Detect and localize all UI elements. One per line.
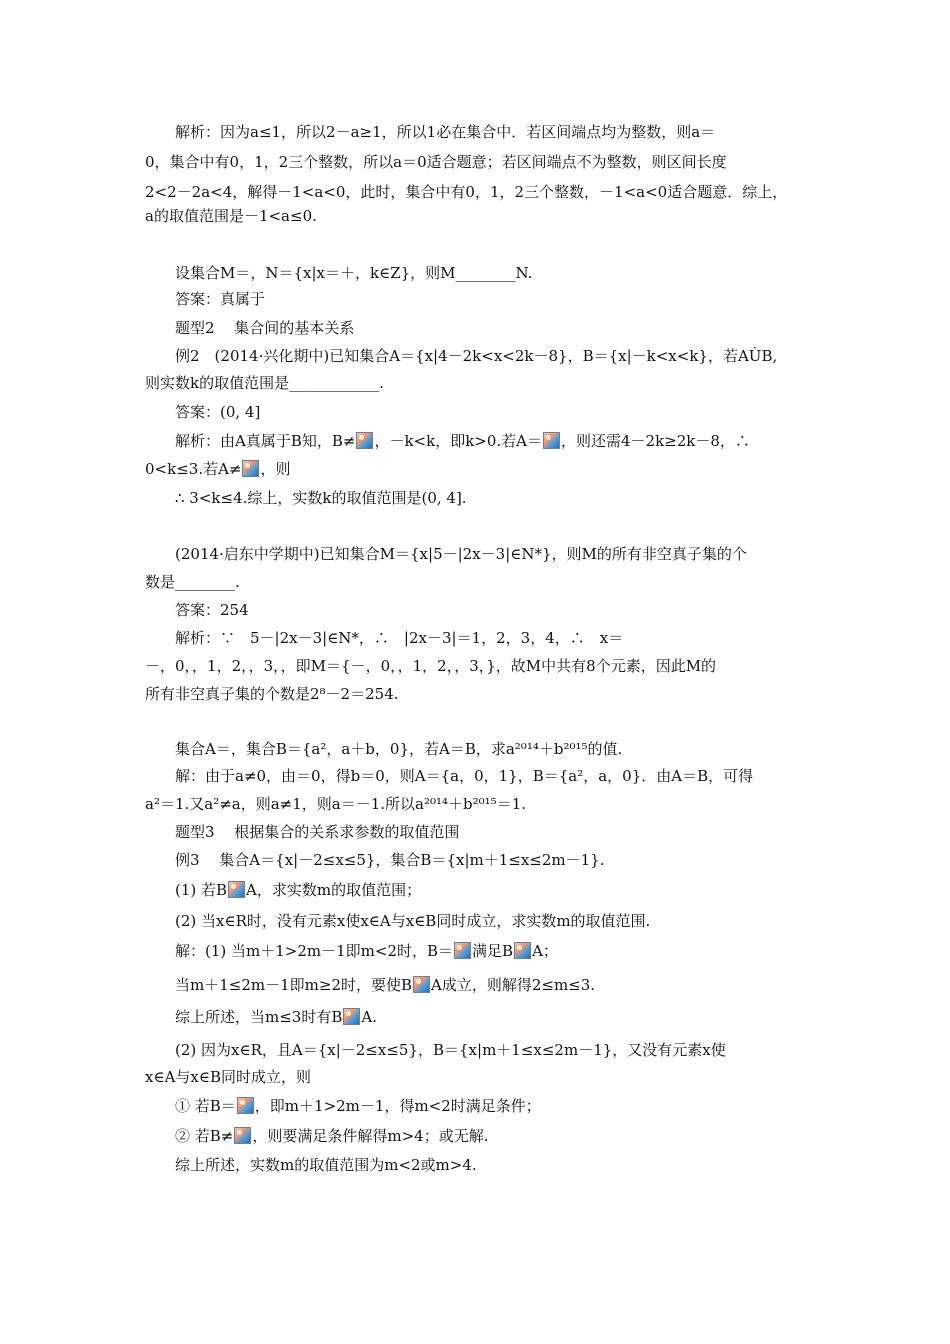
empty-set-image-icon	[242, 460, 259, 477]
text-line: (2) 因为x∈R，且A＝{x|－2≤x≤5}，B＝{x|m＋1≤x≤2m－1}，又没有元素x使	[175, 1041, 726, 1059]
question-line: 集合A＝，集合B＝{a²，a＋b，0}，若A＝B，求a²⁰¹⁴＋b²⁰¹⁵的值.	[175, 740, 623, 758]
section-heading: 题型3 根据集合的关系求参数的取值范围	[175, 823, 460, 841]
text-segment: A成立，则解得2≤m≤3.	[431, 976, 596, 994]
text-segment: ① 若B＝	[175, 1097, 236, 1115]
text-segment: ，则还需4－2k≥2k－8，∴	[561, 432, 750, 450]
text-line	[145, 459, 810, 479]
text-line: 解析：∵ 5－|2x－3|∈N*，∴ |2x－3|＝1，2，3，4，∴ x＝	[175, 629, 624, 647]
empty-set-image-icon	[543, 432, 560, 449]
empty-set-image-icon	[454, 942, 471, 959]
text-segment: 综上所述，当m≤3时有B	[175, 1008, 343, 1026]
section-heading: 题型2 集合间的基本关系	[175, 319, 355, 337]
empty-set-image-icon	[234, 1127, 251, 1144]
text-segment: (1) 若B	[175, 881, 228, 899]
text-line: 0，集合中有0，1，2三个整数，所以a＝0适合题意；若区间端点不为整数，则区间长度	[145, 153, 727, 171]
text-line: 解析：因为a≤1，所以2－a≥1，所以1必在集合中．若区间端点均为整数，则a＝	[175, 123, 716, 141]
text-line: 2<2－2a<4，解得－1<a<0，此时，集合中有0，1，2三个整数，－1<a<0适合题意．综上，	[145, 183, 788, 201]
subset-symbol-image-icon	[228, 881, 245, 898]
text-segment: ，则	[260, 460, 291, 478]
text-line: －，0，，1，2，，3，，即M＝{－，0，，1，2，，3，}，故M中共有8个元素，因此M的	[145, 657, 717, 675]
text-segment: 解析：由A真属于B知，B≠	[175, 432, 356, 450]
question-line: 设集合M＝，N＝{x|x＝＋，k∈Z}，则M________N.	[175, 264, 533, 282]
text-line	[175, 1126, 840, 1146]
text-segment: 当m＋1≤2m－1即m≥2时，要使B	[175, 976, 413, 994]
answer-line: 答案：(0, 4]	[175, 403, 261, 421]
question-line: (2014·启东中学期中)已知集合M＝{x|5－|2x－3|∈N*}，则M的所有非空真子集的个	[175, 545, 747, 563]
empty-set-image-icon	[237, 1097, 254, 1114]
text-segment: A；	[532, 942, 558, 960]
subset-symbol-image-icon	[343, 1008, 360, 1025]
example-line: 例3 集合A＝{x|－2≤x≤5}，集合B＝{x|m＋1≤x≤2m－1}.	[175, 851, 605, 869]
text-line: 所有非空真子集的个数是2⁸－2＝254.	[145, 685, 399, 703]
text-segment: A.	[361, 1008, 377, 1026]
text-segment: ，即m＋1>2m－1，得m<2时满足条件；	[254, 1097, 541, 1115]
text-segment: A，求实数m的取值范围；	[246, 881, 422, 899]
example-line: 例2 (2014·兴化期中)已知集合A＝{x|4－2k<x<2k－8}，B＝{x|－k<x<k}，若AÙB,	[175, 347, 778, 365]
text-segment: ，则要满足条件解得m>4；或无解.	[252, 1127, 489, 1145]
empty-set-image-icon	[356, 432, 373, 449]
text-line: (2) 当x∈R时，没有元素x使x∈A与x∈B同时成立，求实数m的取值范围.	[175, 912, 651, 930]
text-segment: ，－k<k，即k>0.若A＝	[374, 432, 543, 450]
text-segment: 满足B	[472, 942, 514, 960]
text-line: 数是________.	[145, 573, 240, 591]
text-segment: 解：(1) 当m＋1>2m－1即m<2时，B＝	[175, 942, 454, 960]
subset-symbol-image-icon	[413, 976, 430, 993]
text-line: 综上所述，实数m的取值范围为m<2或m>4.	[175, 1156, 477, 1174]
text-segment: ② 若B≠	[175, 1127, 234, 1145]
text-line	[175, 1007, 840, 1027]
text-line: a的取值范围是－1<a≤0.	[145, 207, 317, 225]
text-line	[175, 1096, 840, 1116]
subset-symbol-image-icon	[514, 942, 531, 959]
text-line	[175, 880, 840, 900]
text-line: 解：由于a≠0，由＝0，得b＝0，则A＝{a，0，1}，B＝{a²，a，0}．由A＝B，可得	[175, 767, 754, 785]
answer-line: 答案：真属于	[175, 290, 266, 308]
text-line	[175, 941, 840, 961]
answer-line: 答案：254	[175, 601, 249, 619]
text-line: 则实数k的取值范围是____________.	[145, 374, 384, 392]
text-line: a²＝1.又a²≠a，则a≠1，则a＝－1.所以a²⁰¹⁴＋b²⁰¹⁵＝1.	[145, 795, 527, 813]
text-segment: 0<k≤3.若A≠	[145, 460, 242, 478]
text-line: ∴ 3<k≤4.综上，实数k的取值范围是(0, 4].	[175, 489, 467, 507]
text-line: x∈A与x∈B同时成立，则	[145, 1068, 311, 1086]
text-line	[175, 975, 840, 995]
text-line	[175, 431, 840, 451]
